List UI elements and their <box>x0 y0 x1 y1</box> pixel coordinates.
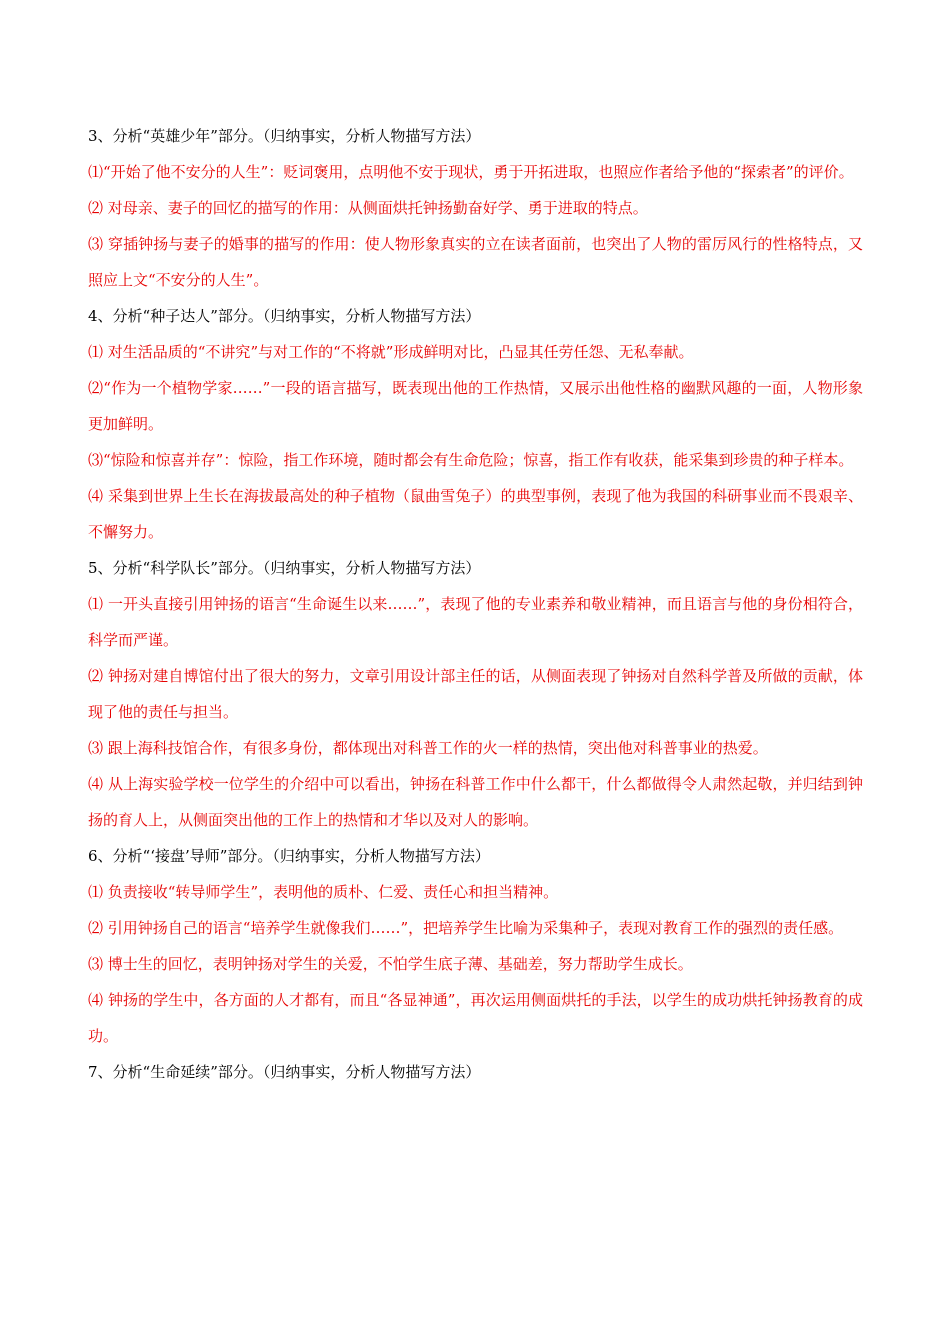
question-heading: 4、分析“种子达人”部分。（归纳事实，分析人物描写方法） <box>88 307 481 325</box>
answer-paragraph: ⑶ 博士生的回忆，表明钟扬对学生的关爱，不怕学生底子薄、基础差，努力帮助学生成长。 <box>88 955 693 973</box>
answer-paragraph: ⑷ 采集到世界上生长在海拔最高处的种子植物（鼠曲雪兔子）的典型事例，表现了他为我国的科研事业而不畏艰辛、不懈努力。 <box>88 487 863 541</box>
answer-paragraph: ⑶ 跟上海科技馆合作，有很多身份，都体现出对科普工作的火一样的热情，突出他对科普事业的热爱。 <box>88 739 768 757</box>
answer-paragraph: ⑴ 一开头直接引用钟扬的语言“生命诞生以来……”，表现了他的专业素养和敬业精神，而且语言与他的身份相符合，科学而严谨。 <box>88 595 863 649</box>
answer-paragraph: ⑴ 负责接收“转导师学生”，表明他的质朴、仁爱、责任心和担当精神。 <box>88 883 559 901</box>
answer-paragraph: ⑷ 从上海实验学校一位学生的介绍中可以看出，钟扬在科普工作中什么都干，什么都做得令人肃然起敬，并归结到钟扬的育人上，从侧面突出他的工作上的热情和才华以及对人的影响。 <box>88 775 863 829</box>
answer-paragraph: ⑷ 钟扬的学生中，各方面的人才都有，而且“各显神通”，再次运用侧面烘托的手法，以学生的成功烘托钟扬教育的成功。 <box>88 991 863 1045</box>
answer-paragraph: ⑵ 引用钟扬自己的语言“培养学生就像我们……”，把培养学生比喻为采集种子，表现对教育工作的强烈的责任感。 <box>88 919 844 937</box>
answer-paragraph: ⑶ 穿插钟扬与妻子的婚事的描写的作用：使人物形象真实的立在读者面前，也突出了人物的雷厉风行的性格特点，又照应上文“不安分的人生”。 <box>88 235 863 289</box>
section-3 <box>88 118 863 298</box>
section-6 <box>88 838 863 1054</box>
section-5 <box>88 550 863 838</box>
question-heading: 3、分析“英雄少年”部分。（归纳事实，分析人物描写方法） <box>88 127 481 145</box>
answer-paragraph: ⑵“作为一个植物学家……”一段的语言描写，既表现出他的工作热情，又展示出他性格的幽默风趣的一面，人物形象更加鲜明。 <box>88 379 863 433</box>
answer-paragraph: ⑴“开始了他不安分的人生”：贬词褒用，点明他不安于现状，勇于开拓进取，也照应作者给予他的“探索者”的评价。 <box>88 163 854 181</box>
answer-paragraph: ⑶“惊险和惊喜并存”：惊险，指工作环境，随时都会有生命危险；惊喜，指工作有收获，能采集到珍贵的种子样本。 <box>88 451 854 469</box>
section-4 <box>88 298 863 550</box>
document-page <box>88 118 863 1090</box>
question-heading: 7、分析“生命延续”部分。（归纳事实，分析人物描写方法） <box>88 1063 481 1081</box>
answer-paragraph: ⑴ 对生活品质的“不讲究”与对工作的“不将就”形成鲜明对比，凸显其任劳任怨、无私奉献。 <box>88 343 694 361</box>
question-heading: 6、分析“‘接盘’导师”部分。（归纳事实，分析人物描写方法） <box>88 847 490 865</box>
section-7 <box>88 1054 863 1090</box>
answer-paragraph: ⑵ 钟扬对建自博馆付出了很大的努力，文章引用设计部主任的话，从侧面表现了钟扬对自然科学普及所做的贡献，体现了他的责任与担当。 <box>88 667 863 721</box>
answer-paragraph: ⑵ 对母亲、妻子的回忆的描写的作用：从侧面烘托钟扬勤奋好学、勇于进取的特点。 <box>88 199 648 217</box>
question-heading: 5、分析“科学队长”部分。（归纳事实，分析人物描写方法） <box>88 559 481 577</box>
